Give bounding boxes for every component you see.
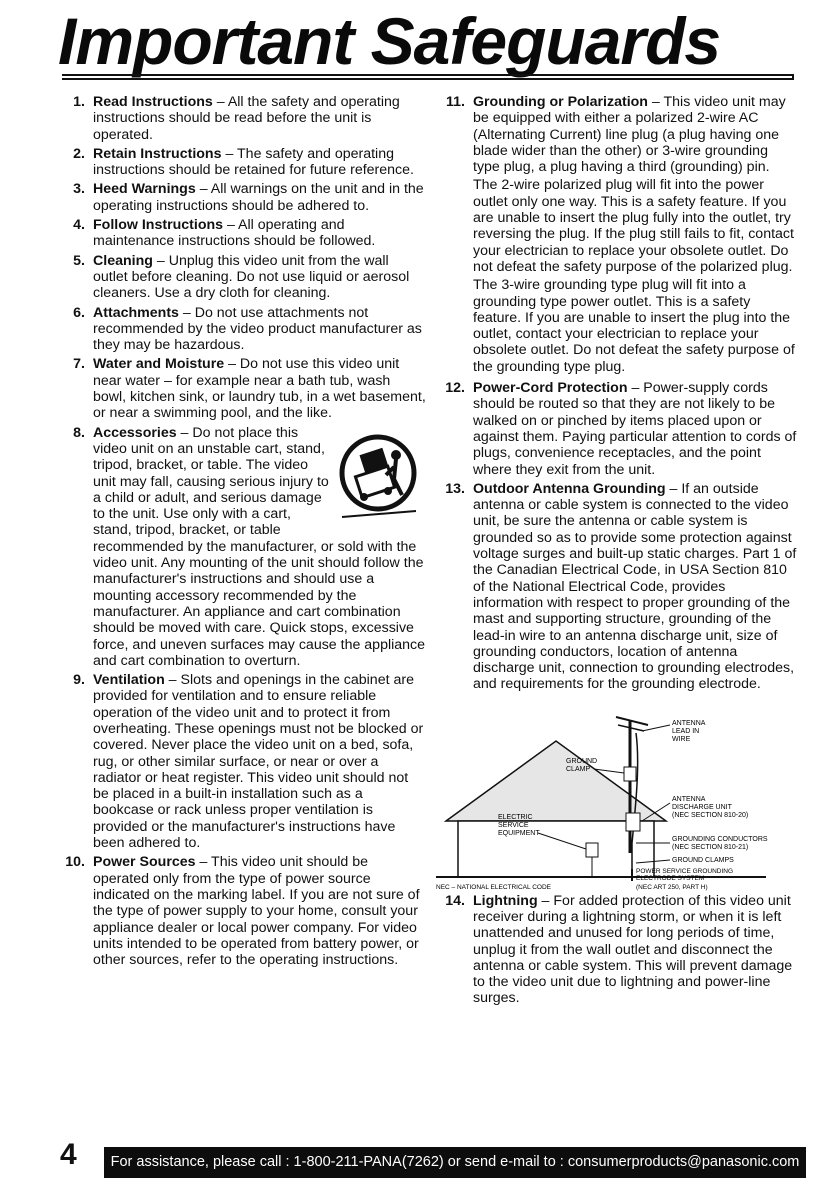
item-heading: Cleaning — [93, 252, 153, 269]
item-text: – Power-supply cords should be routed so that they are not likely to be walked on or pinched by items placed upon or against them. Paying particular attention to cords of plugs, convenience receptacles, and the point where they exit from the unit. — [473, 380, 797, 478]
diagram-label: GROUNDING CONDUCTORS — [672, 835, 768, 843]
item-heading: Heed Warnings — [93, 181, 196, 198]
item-number: 11. — [446, 94, 465, 110]
item-number: 8. — [73, 424, 85, 441]
diagram-label: ELECTRODE SYSTEM — [636, 874, 705, 882]
diagram-label: DISCHARGE UNIT — [672, 803, 732, 811]
item-text: – For added protection of this video unit receiver during a lightning storm, or when it is left unattended and unused for long periods of time, unplug it from the wall outlet and disconnect the antenna or cable system. This will prevent damage to the video unit due to lightning and power-line surges. — [473, 892, 793, 1007]
item-heading: Power Sources — [93, 854, 196, 871]
item-heading: Attachments — [93, 304, 179, 321]
diagram-label: ELECTRIC — [498, 813, 533, 821]
right-column — [436, 94, 798, 1010]
diagram-label: GROUND CLAMPS — [672, 856, 734, 864]
antenna-grounding-diagram — [436, 703, 796, 891]
item-text: – Do not use attachments not recommended by the video product manufacturer as they may be hazardous. — [93, 304, 422, 354]
list-item — [440, 481, 798, 693]
item-heading: Water and Moisture — [93, 356, 225, 373]
item-number: 12. — [445, 380, 465, 397]
diagram-label: (NEC SECTION 810-20) — [672, 811, 749, 819]
page-title: Important Safeguards — [58, 4, 721, 78]
service-box-shape — [586, 843, 598, 857]
assistance-banner: For assistance, please call : 1-800-211-PANA(7262) or send e-mail to : consumerproducts@panasonic.com — [104, 1147, 806, 1178]
list-item — [60, 217, 426, 250]
item-heading: Outdoor Antenna Grounding — [473, 480, 666, 497]
list-item — [440, 893, 798, 1007]
list-item — [440, 94, 798, 377]
diagram-label: NEC – NATIONAL ELECTRICAL CODE — [436, 883, 551, 891]
item-text: – This video unit may be equipped with either a polarized 2-wire AC (Alternating Current) line plug (a plug having one blade wider than the other) or 3-wire grounding type plug, a plug having a third (grounding) pin. — [473, 94, 786, 176]
item-number: 9. — [73, 672, 85, 689]
item-number: 2. — [73, 145, 85, 162]
diagram-label: ANTENNA — [672, 719, 706, 727]
item-text: – Slots and openings in the cabinet are provided for ventilation and to ensure reliable operation of the video unit and to protect it from overheating. These openings must not be blocked or covered. Never place the video unit on a bed, sofa, rug, or other similar surface, or near or over a radiator or heat register. This video unit should not be placed in a built-in installation such as a bookcase or rack unless proper ventilation is provided or the manufacturer's instructions have been adhered to. — [93, 672, 424, 852]
item-paragraph: The 3-wire grounding type plug will fit into a grounding type power outlet. This is a safety feature. If you are unable to insert the plug into the outlet, contact your electrician to replace your obsolete outlet. Do not defeat the safety purpose of the grounding type plug. — [473, 277, 795, 375]
list-item — [60, 305, 426, 354]
diagram-label: LEAD IN — [672, 727, 700, 735]
list-item — [60, 425, 426, 669]
item-number: 3. — [73, 181, 85, 198]
item-number: 4. — [73, 217, 85, 234]
diagram-label: POWER SERVICE GROUNDING — [636, 867, 734, 875]
list-item — [60, 181, 426, 214]
item-number: 6. — [73, 304, 85, 321]
item-number: 10. — [65, 854, 85, 871]
diagram-label: GROUND — [566, 757, 598, 765]
list-item — [60, 94, 426, 143]
item-heading: Retain Instructions — [93, 145, 222, 162]
item-heading: Follow Instructions — [93, 217, 224, 234]
list-item — [440, 380, 798, 478]
cart-warning-icon — [336, 431, 420, 523]
page-number: 4 — [60, 1138, 77, 1171]
item-text: – Do not place this video unit on an unstable cart, stand, tripod, bracket, or table. The video unit may fall, causing serious injury to a child or adult, and serious damage to the unit. Use only with a cart, stand, tripod, bracket, or table recommended by the manufacturer, or sold with the video unit. Any mounting of the unit should follow the manufacturer's instructions and should use a mounting accessory recommended by the manufacturer. An appliance and cart combination should be moved with care. Quick stops, excessive force, and uneven surfaces may cause the appliance and cart combination to overturn. — [93, 424, 426, 669]
item-number: 1. — [73, 94, 85, 110]
item-number: 14. — [445, 892, 465, 909]
diagram-label: (NEC SECTION 810-21) — [672, 843, 749, 851]
item-text: – All the safety and operating instructions should be read before the unit is operated. — [93, 94, 400, 143]
title-rule — [62, 74, 794, 80]
list-item — [60, 672, 426, 851]
diagram-label: ANTENNA — [672, 795, 706, 803]
list-item — [60, 253, 426, 302]
house-wall — [458, 821, 654, 877]
item-paragraph: The 2-wire polarized plug will fit into the power outlet only one way. This is a safety feature. If you are unable to insert the plug fully into the outlet, try reversing the plug. If the plug still fails to fit, contact your electrician to replace your obsolete outlet. Do not defeat the safety purpose of the polarized plug. — [473, 177, 794, 275]
item-heading: Grounding or Polarization — [473, 94, 648, 110]
antenna-element — [616, 717, 648, 725]
item-heading: Ventilation — [93, 672, 165, 689]
diagram-label: SERVICE — [498, 821, 529, 829]
item-text: – If an outside antenna or cable system is connected to the video unit, be sure the antenna or cable system is grounded so as to provide some protection against voltage surges and built-up static charges. Part 1 of the Canadian Electrical Code, in USA Section 810 of the National Electrical Code, provides information with respect to proper grounding of the mast and supporting structure, grounding of the lead-in wire to an antenna discharge unit, size of grounding conductors, location of antenna discharge unit, connection to grounding electrodes, and requirements for the grounding electrode. — [473, 480, 797, 693]
item-number: 13. — [445, 480, 465, 497]
diagram-label: CLAMP — [566, 765, 591, 773]
item-text: – Unplug this video unit from the wall outlet before cleaning. Do not use liquid or aerosol cleaners. Use a dry cloth for cleaning. — [93, 252, 410, 302]
item-text: – This video unit should be operated only from the type of power source indicated on the marking label. If you are not sure of the type of power supply to your home, consult your appliance dealer or local power company. For video units intended to be operated from battery power, or other sources, refer to the operating instructions. — [93, 854, 420, 969]
item-text: – The safety and operating instructions should be retained for future reference. — [93, 145, 414, 179]
diagram-label: (NEC ART 250, PART H) — [636, 883, 708, 891]
item-heading: Accessories — [93, 424, 177, 441]
item-text: – All operating and maintenance instructions should be followed. — [93, 217, 376, 250]
item-number: 5. — [73, 252, 85, 269]
discharge-unit-shape — [626, 813, 640, 831]
item-number: 7. — [73, 356, 85, 373]
ground-clamp-shape — [624, 767, 636, 781]
diagram-label: EQUIPMENT — [498, 829, 540, 837]
item-heading: Read Instructions — [93, 94, 213, 110]
leader-line — [642, 725, 670, 731]
diagram-label: WIRE — [672, 735, 691, 743]
left-column — [60, 94, 426, 971]
item-heading: Lightning — [473, 892, 538, 909]
list-item — [60, 854, 426, 968]
item-text: – All warnings on the unit and in the operating instructions should be adhered to. — [93, 181, 424, 214]
item-heading: Power-Cord Protection — [473, 380, 628, 397]
list-item — [60, 146, 426, 179]
item-text: – Do not use this video unit near water – for example near a bath tub, wash bowl, kitchen sink, or laundry tub, in a wet basement, or near a swimming pool, and the like. — [93, 356, 426, 422]
list-item — [60, 356, 426, 421]
